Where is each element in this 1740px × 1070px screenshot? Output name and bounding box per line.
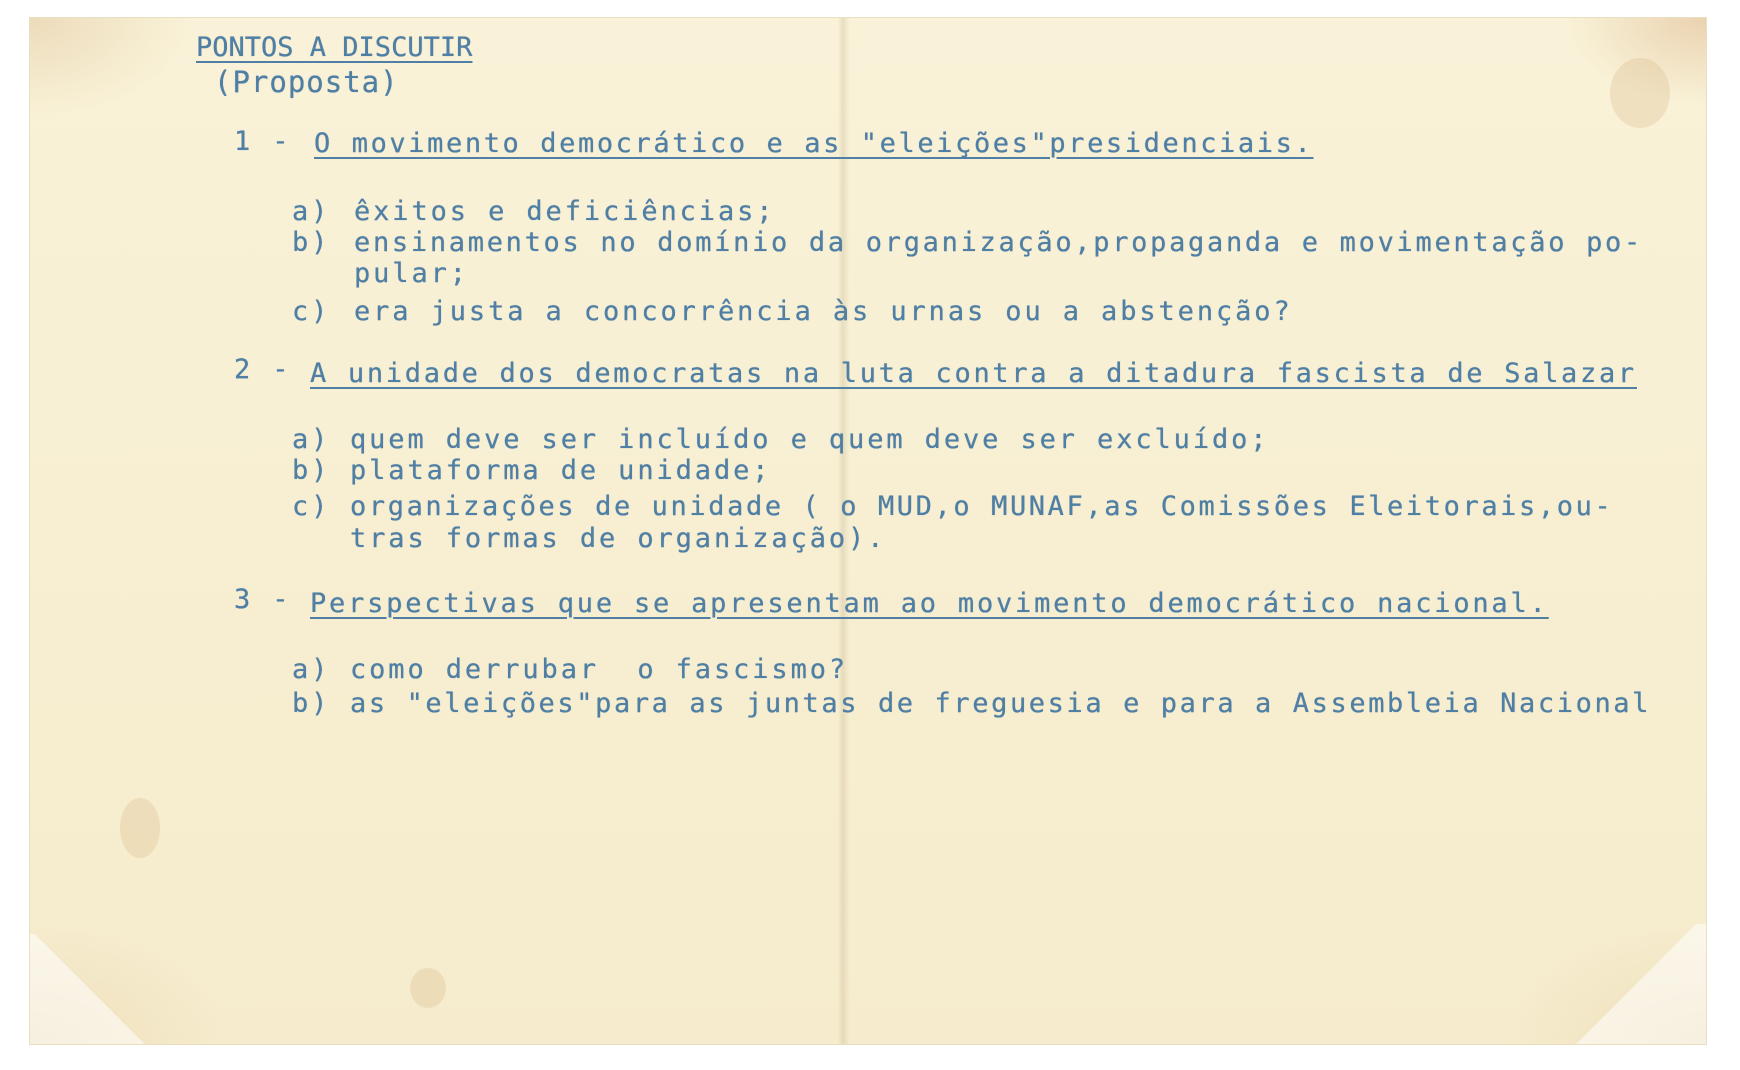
item-text: êxitos e deficiências; [354, 196, 776, 227]
item-text: como derrubar o fascismo? [350, 654, 849, 685]
item-text: pular; [354, 258, 469, 289]
item-text: plataforma de unidade; [350, 455, 772, 486]
item-letter: b) [292, 688, 331, 719]
folded-corner [1566, 924, 1706, 1044]
item-letter: b) [292, 227, 331, 258]
section-number: 2 - [234, 354, 292, 385]
item-letter: a) [292, 424, 331, 455]
document-title: PONTOS A DISCUTIR [196, 32, 473, 63]
item-text: era justa a concorrência às urnas ou a abstenção? [354, 296, 1293, 327]
item-letter: c) [292, 296, 331, 327]
item-text: ensinamentos no domínio da organização,propaganda e movimentação po- [354, 227, 1643, 258]
item-text: organizações de unidade ( o MUD,o MUNAF,as Comissões Eleitorais,ou- [350, 491, 1614, 522]
item-text: quem deve ser incluído e quem deve ser excluído; [350, 424, 1270, 455]
item-text: as "eleições"para as juntas de freguesia e para a Assembleia Nacional [350, 688, 1652, 719]
stain [1610, 58, 1670, 128]
section-number: 1 - [234, 126, 292, 157]
item-letter: c) [292, 491, 331, 522]
section-number: 3 - [234, 584, 292, 615]
document-subtitle: (Proposta) [214, 65, 399, 99]
item-text: tras formas de organização). [350, 523, 887, 554]
stain [410, 968, 446, 1008]
section-heading: Perspectivas que se apresentam ao movimento democrático nacional. [310, 588, 1549, 619]
section-heading: O movimento democrático e as "eleições"presidenciais. [314, 128, 1314, 159]
item-letter: b) [292, 455, 331, 486]
item-letter: a) [292, 654, 331, 685]
folded-corner [30, 934, 150, 1044]
stain [120, 798, 160, 858]
item-letter: a) [292, 196, 331, 227]
section-heading: A unidade dos democratas na luta contra a ditadura fascista de Salazar [310, 358, 1637, 389]
